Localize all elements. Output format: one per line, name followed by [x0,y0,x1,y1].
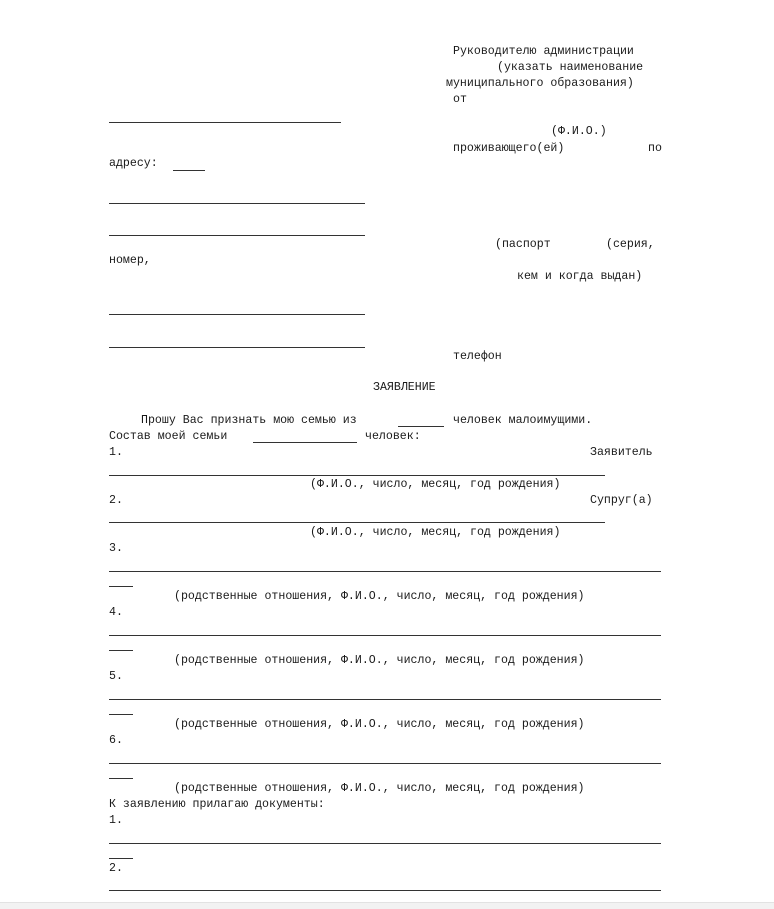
member-4-line-tail [109,650,133,651]
attachment-1-number: 1. [109,814,123,827]
header-line-2: (указать наименование [497,61,644,74]
address-line-2 [109,235,365,236]
address-line-1 [109,203,365,204]
name-line [109,122,341,123]
member-1-role: Заявитель [590,446,653,459]
member-4-hint: (родственные отношения, Ф.И.О., число, месяц, год рождения) [174,654,585,667]
composition-text-a: Состав моей семьи [109,430,228,443]
header-line-1: Руководителю администрации [453,45,634,58]
composition-blank [253,442,357,443]
residing-po: по [648,142,662,155]
request-text-a: Прошу Вас признать мою семью из [141,414,357,427]
header-line-3: муниципального образования) [446,77,634,90]
passport-number: номер, [109,254,151,267]
attachment-1-line-tail [109,858,133,859]
request-text-b: человек малоимущими. [453,414,593,427]
member-6-line [109,763,661,764]
member-2-line [109,522,605,523]
member-5-line [109,699,661,700]
member-3-line [109,571,661,572]
attachment-2-line [109,890,661,891]
member-6-line-tail [109,778,133,779]
phone-label: телефон [453,350,502,363]
header-from: от [453,93,467,106]
member-3-number: 3. [109,542,123,555]
member-3-line-tail [109,586,133,587]
member-4-number: 4. [109,606,123,619]
family-size-blank [398,426,444,427]
member-1-line [109,475,605,476]
member-1-number: 1. [109,446,123,459]
member-2-role: Супруг(а) [590,494,653,507]
address-label: адресу: [109,157,158,170]
attachment-2-number: 2. [109,862,123,875]
fio-hint: (Ф.И.О.) [551,125,607,138]
passport-line-2 [109,347,365,348]
document-title: ЗАЯВЛЕНИЕ [373,381,436,394]
member-6-hint: (родственные отношения, Ф.И.О., число, месяц, год рождения) [174,782,585,795]
attachments-label: К заявлению прилагаю документы: [109,798,325,811]
member-3-hint: (родственные отношения, Ф.И.О., число, месяц, год рождения) [174,590,585,603]
member-2-number: 2. [109,494,123,507]
member-5-line-tail [109,714,133,715]
residing-label: проживающего(ей) [453,142,565,155]
passport-line-1 [109,314,365,315]
member-2-hint: (Ф.И.О., число, месяц, год рождения) [310,526,561,539]
member-5-number: 5. [109,670,123,683]
passport-label: (паспорт [495,238,551,251]
member-5-hint: (родственные отношения, Ф.И.О., число, месяц, год рождения) [174,718,585,731]
passport-issued: кем и когда выдан) [517,270,643,283]
composition-text-b: человек: [365,430,421,443]
address-short-line [173,170,205,171]
attachment-1-line [109,843,661,844]
member-6-number: 6. [109,734,123,747]
member-1-hint: (Ф.И.О., число, месяц, год рождения) [310,478,561,491]
member-4-line [109,635,661,636]
passport-series: (серия, [606,238,655,251]
